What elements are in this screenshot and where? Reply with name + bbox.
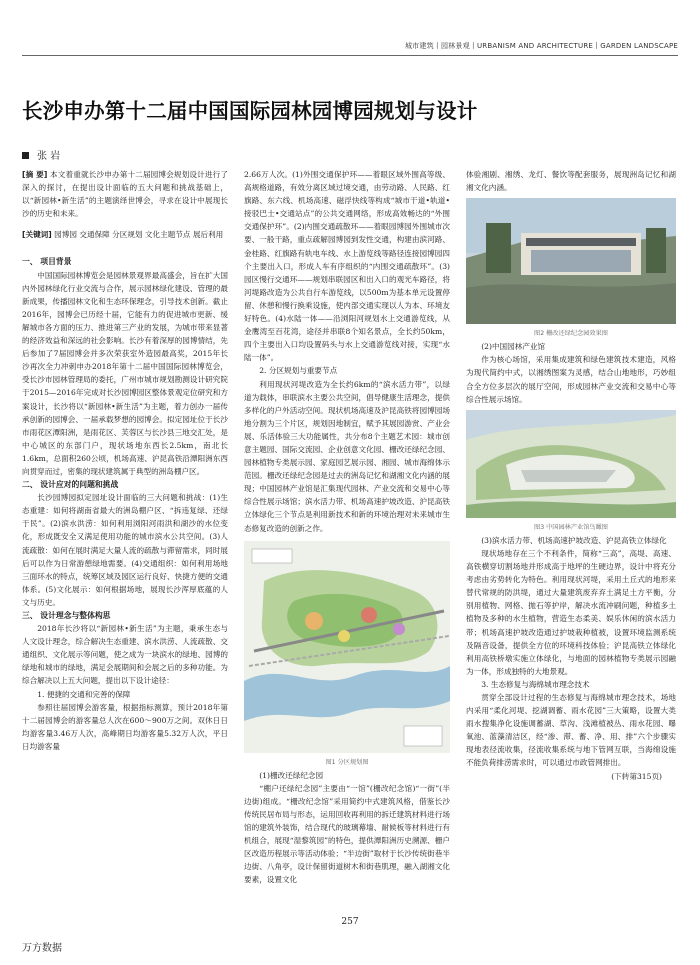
figure-3-caption: 图3 中国园林产业馆鸟瞰图 [534, 523, 608, 531]
paragraph: 体验湘剧、湘绣、龙灯、餐饮等配套服务，展现洲岛记忆和湖湘文化内涵。 [466, 170, 676, 193]
paragraph: 长沙园博园拟定园址设计面临的三大问题和挑战：(1)生态重建：如何将湖南省最大的洲岛棚户区、“拆违复绿、还绿于民”。(2)滨水洪涝：如何利用浏阳河雨洪和湖沙的水位变化，形成既安全又满足使用功能的城市滨水公共空间。(3)人流疏散：如何在展时满足大量人流的疏散与滞留需求，同时展后可以作为日常游憩绿地需要。(4)交通组织：如何利用场地三面环水的特点，统筹区域及园区运行良好、快捷方便的交通体系。(5)文化展示：如何根据场地，展现长沙浑厚底蕴的人文与历史。 [22, 493, 228, 607]
memorial-park-rendering [466, 198, 676, 324]
article-title: 长沙申办第十二届中国国际园林园博园规划与设计 [22, 99, 478, 123]
paragraph: 2018年长沙将以“新园林•新生活”为主题，秉承生态与人文设计理念，综合解决生态重建、滨水洪涝、人流疏散、交通组织、文化展示等问题，使之成为一块滨水的绿地、园博的绿地和城市的绿地，满足会展期间和会展之后的多种功能。为综合解决以上五大问题，提出以下设计途径： [22, 624, 228, 686]
paragraph: 中国国际园林博览会是园林景观界最高盛会，旨在扩大国内外园林绿化行业交流与合作，展示园林绿化建设、管理的最新成果，传播园林文化和生态环保理念，引导技术创新。截止2016年，园博会已历经十届，它能有力的促进城市更新、缓解城市各方面的压力、推进第三产业的发展，为城市带来显著的经济效益和深远的社会影响。长沙有着深厚的园博情结，先后参加了7届园博会并多次荣获室外造园最高奖，2015年长沙再次全力冲刺申办2018年第十二届中国国际园林博览会，受长沙市园林管理局的委托，广州市城市规划勘测设计研究院于2015—2016年完成对长沙园博园区整体景观定位研究和方案设计，长沙将以“新园林•新生活”为主题，着力创办一届传承创新的园博会、一届承载梦想的园博会。拟定园址位于长沙市雨花区潭阳洲，是雨花区、芙蓉区与长沙县三地交汇处，是中心城区的东部门户，现状场地东西长2.5km，南北长1.6km，总面积260公顷，机场高速、沪昆高铁沿潭阳洲东西向贯穿而过，密集的现状建筑属于典型的洲岛棚户区。 [22, 270, 228, 476]
paragraph: 2.66万人次。(1)外围交通保护环——着眼区域外围高等级、高规格道路，有效分离区域过境交通，由劳动路、人民路、红旗路、东六线、机场高速、磁浮快线等构成“城市干道•轨道•接驳巴士•交通站点”的公共交通网络，形成高效畅达的“外围交通保护环”。(2)内围交通疏散环——着眼园博园外围城市次要、一般干路，重点疏解园博园到发性交通，构建由滨河路、金桂路、红旗路有轨电车线、水上游览线等路径连接园博园四个主要出入口，形成人车有序组织的“内围交通疏散环”。(3)园区慢行交通环——规划串联园区和出入口的观光车路径，将河堤路改造为公共自行车游览线，以500m为基本单元设置停留、休憩和慢行换乘设施，使内部交通实现以人为本、环境友好特色。(4)水陆一体——沿浏阳河规划水上交通游览线，从金鹰湾至百花湾，途径并串联8个知名景点，全长约50km，四个主要出入口均设置码头与水上交通游览线对接，实现“水陆一体”。 [244, 170, 450, 363]
footer-watermark: 万方数据 [22, 943, 62, 954]
zoning-plan-image [244, 541, 450, 753]
column-1 [22, 168, 228, 753]
subheading: (3)滨水活力带、机场高速护坡改造、沪昆高铁立体绿化 [481, 535, 667, 545]
paragraph: 贯穿全部设计过程的生态修复与海绵城市理念技术，场地内采用“柔化河堤、挖湖调蓄、雨水花园”三大策略，设置大类雨水搜集净化设施调蓄湖、草沟、浅滩植被丛、雨水花园、曝氧池、蓝藻清洁区，经“渗、滞、蓄、净、用、排”六个步骤实现地表径流收集，径流收集系统与地下管网互联，当海绵设施不能负荷排涝需求时，可以通过市政管网排出。 [466, 692, 676, 768]
paragraph: 作为核心场馆，采用集成建筑和绿色建筑技术建造，风格为现代简约中式，以湘绣图案为灵感，结合山地地形，巧妙组合全方位多层次的展厅空间，形成园林产业交流和交易中心等综合性展示场馆。 [466, 355, 676, 404]
author-square-icon [22, 152, 29, 159]
author-line [22, 147, 60, 162]
paragraph: 参照往届园博会游客量，根据指标测算，预计2018年第十二届园博会的游客量总人次在600～900万之间。双休日日均游客量3.46万人次，高峰期日均游客量5.32万人次，平日日均游客量 [22, 702, 228, 751]
figure-1-caption: 图1 分区规划图 [325, 758, 369, 766]
paragraph: “棚户还绿纪念园”主要由“一馆”(栅改纪念馆)“一街”(半边街)组成。“栅改纪念馆”采用简约中式建筑风格，借鉴长沙传统民居布局与形态，运用回收再利用的拆迁建筑材料进行场馆的建筑外装饰，结合现代的玻璃幕墙、耐候板等材料进行有机组合，展现“湿黎筑园”的特色，提供潭阳洲历史溯源、栅户区改造历程展示等活动体验；“半边街”取材于长沙传统街巷半边街、八角亭，设计保留街道树木和街巷肌理，融入湖湘文化要素，设置文化 [244, 783, 450, 885]
section-heading-1: 一、 项目背景 [22, 257, 72, 267]
section-heading-2: 二、 设计应对的问题和挑战 [22, 480, 119, 490]
subheading: 1. 便捷的交通和完善的保障 [37, 689, 131, 699]
keywords-label: [关键词] [22, 230, 52, 240]
figure-1-zoning-plan [244, 541, 450, 753]
column-2 [244, 168, 450, 887]
figure-2-memorial-park [466, 198, 676, 324]
subheading: 3. 生态修复与海绵城市理念技术 [481, 679, 590, 689]
section-heading-3: 三、 设计理念与整体构思 [22, 611, 111, 620]
header-rule [22, 55, 678, 56]
paragraph: 现状场地存在三个不利条件，简称“三高”，高堤、高速、高铁横穿切割场地并形成高于地坪的生硬边界，设计中将充分考虑由劣势转化为特色。利用现状河堤，采用土丘式的地形来替代常规的防洪堤，通过大量建筑废弃弃土满足土方平衡，分别用植物、网格、抛石等护岸，解决水流冲刷问题，种植多土植物及多种的水生植物，营造生态柔美、娱乐休闲的滨水活力带；机场高速护坡改造通过护坡栽种植被，设置环境监测系统及隔音设备，提供全方位的环境科技体验；沪昆高铁立体绿化利用高铁桥墩实施立体绿化，与地面的园林植物专类展示园融为一体，形成独特的大地景观。 [466, 548, 676, 676]
figure-3-industry-pavilion [466, 410, 676, 518]
keywords-text: 园博园 交通保障 分区规划 文化主题节点 展后利用 [54, 230, 224, 240]
abstract-text: 本文着重就长沙申办第十二届园博会规划设计进行了深入的探讨，在提出设计面临的五大问题和挑战基础上，以“新园林•新生活”的主题演绎世博会，寻求在设计中展现长沙的历史和未来。 [22, 170, 228, 219]
subheading: 2. 分区规划与重要节点 [259, 366, 338, 376]
author-name: 张 岩 [37, 151, 61, 162]
keywords [22, 228, 228, 241]
page-header [0, 0, 700, 62]
paragraph: 利用现状河堤改造为全长约6km的“滨水活力带”，以绿道为载体，串联滨水主要公共空间，倡导健康生活理念，提供多样化的户外活动空间。现状机场高速及沪昆高铁将园博园场地分割为三个片区，规划因地制宜，赋予其展园游赏、产业会展、乐活体验三大功能属性，共分布8个主题艺术园：城市创意主题园、国际交流园、企业创意文化园、栅改还绿纪念园、园林植物专类展示园、家庭园艺展示园、湘园、城市海绵体示范园。栅改还绿纪念园是过去的洲岛记忆和湖湘文化内涵的展现；中国园林产业馆是汇集现代园林、产业交流和交易中心等综合性展示场馆；滨水活力带、机场高速护坡改造、沪昆高铁立体绿化三个节点是利用新技术和新的环境治理对未来城市生态修复改造的创新之作。 [244, 379, 450, 533]
running-header: 城市建筑丨园林景观丨URBANISM AND ARCHITECTURE丨GARDEN LANDSCAPE [404, 42, 678, 50]
abstract-label: [摘 要] [22, 170, 48, 179]
continued-note: (下转第315页) [611, 771, 662, 781]
subheading: (2)中国园林产业馆 [481, 342, 546, 352]
page-number: 257 [341, 917, 359, 927]
column-3 [466, 168, 676, 783]
figure-2-caption: 图2 栅改还绿纪念园效果图 [534, 330, 608, 338]
industry-pavilion-aerial [466, 410, 676, 518]
abstract [22, 168, 228, 220]
subheading: (1)栅改还绿纪念园 [259, 770, 324, 780]
